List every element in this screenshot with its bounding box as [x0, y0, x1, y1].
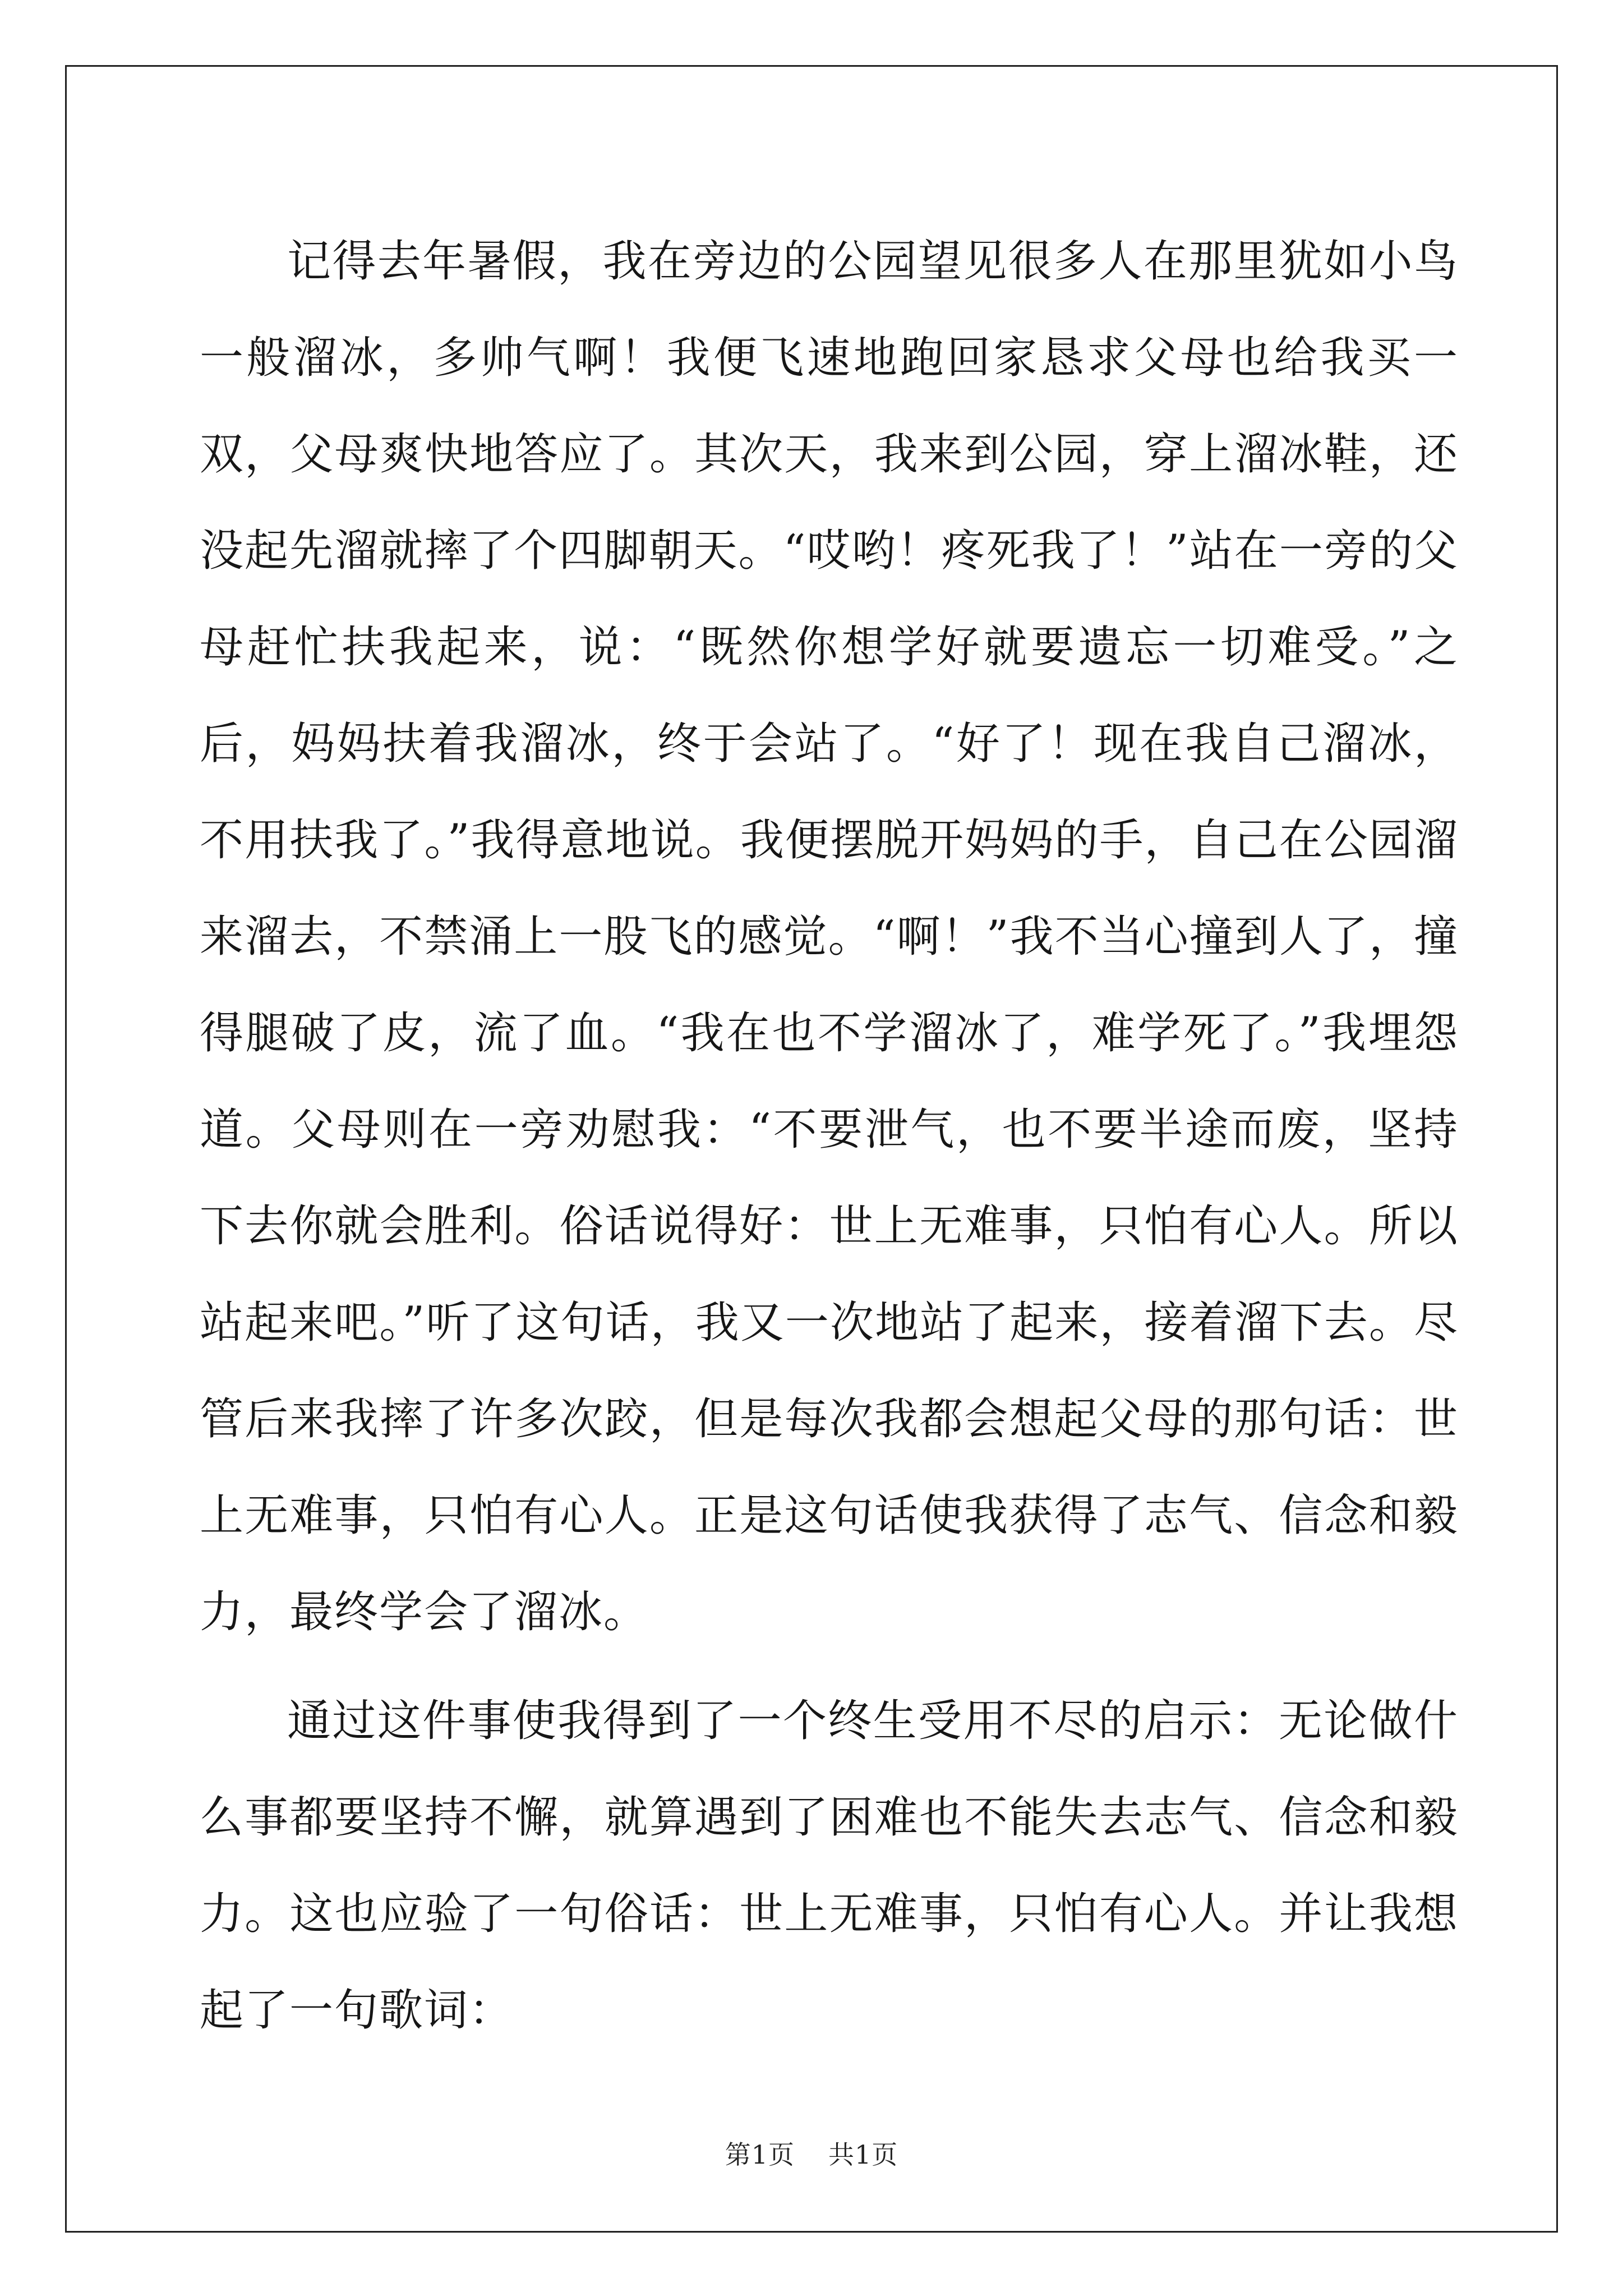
page-number-current: 第1页	[725, 2139, 795, 2170]
paragraph-1: 记得去年暑假，我在旁边的公园望见很多人在那里犹如小鸟一般溜冰，多帅气啊！我便飞速地跑回家恳求父母也给我买一双，父母爽快地答应了。其次天，我来到公园，穿上溜冰鞋，还没起先溜就摔了个四脚朝天。“哎哟！疼死我了！”站在一旁的父母赶忙扶我起来，说：“既然你想学好就要遗忘一切难受。”之后，妈妈扶着我溜冰，终于会站了。“好了！现在我自己溜冰，不用扶我了。”我得意地说。我便摆脱开妈妈的手，自己在公园溜来溜去，不禁涌上一股飞的感觉。“啊！”我不当心撞到人了，撞得腿破了皮，流了血。“我在也不学溜冰了，难学死了。”我埋怨道。父母则在一旁劝慰我：“不要泄气，也不要半途而废，坚持下去你就会胜利。俗话说得好：世上无难事，只怕有心人。所以站起来吧。”听了这句话，我又一次地站了起来，接着溜下去。尽管后来我摔了许多次跤，但是每次我都会想起父母的那句话：世上无难事，只怕有心人。正是这句话使我获得了志气、信念和毅力，最终学会了溜冰。	[200, 236, 1459, 1637]
document-body	[200, 213, 1459, 2071]
page-number-total: 共1页	[828, 2139, 898, 2170]
page-footer	[0, 2134, 1623, 2171]
paragraph-2: 通过这件事使我得到了一个终生受用不尽的启示：无论做什么事都要坚持不懈，就算遇到了困难也不能失去志气、信念和毅力。这也应验了一句俗话：世上无难事，只怕有心人。并让我想起了一句歌词：	[200, 1696, 1459, 2036]
